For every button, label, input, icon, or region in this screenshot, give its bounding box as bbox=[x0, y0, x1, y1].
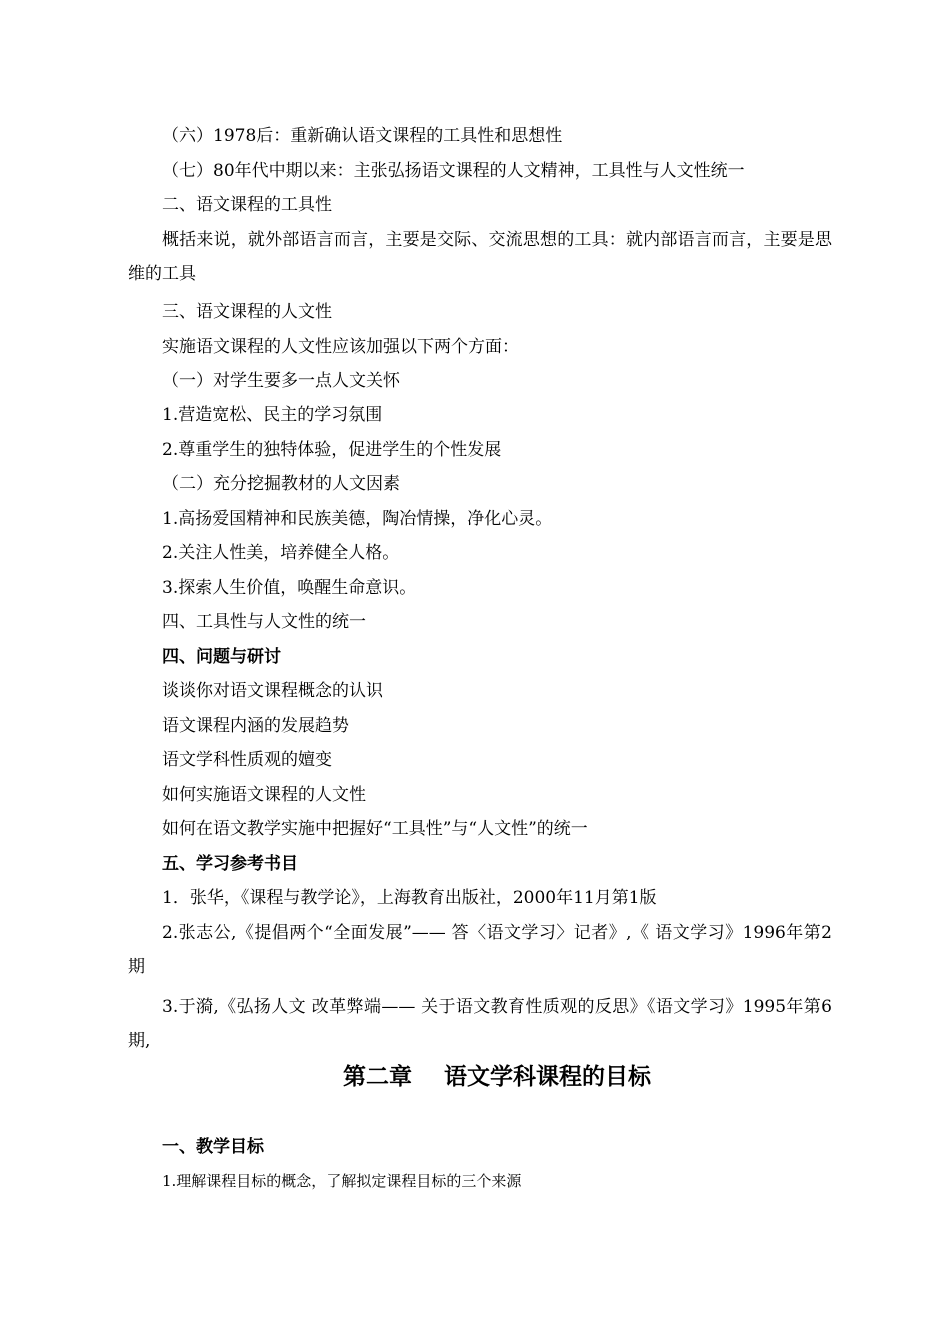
list-item: 1.高扬爱国精神和民族美德，陶冶情操，净化心灵。 bbox=[162, 509, 553, 529]
reference-item: 1．张华，《课程与教学论》，上海教育出版社，2000年11月第1版 bbox=[162, 888, 657, 908]
reference-item: 2.张志公,《提倡两个“全面发展”—— 答〈语文学习〉记者》,《 语文学习》1996年第2期 bbox=[128, 923, 832, 977]
section-heading: 四、工具性与人文性的统一 bbox=[162, 612, 366, 632]
text-line: （一）对学生要多一点人文关怀 bbox=[162, 371, 400, 391]
text-line: 如何在语文教学实施中把握好“工具性”与“人文性”的统一 bbox=[162, 819, 588, 839]
text-line: 实施语文课程的人文性应该加强以下两个方面： bbox=[162, 337, 519, 357]
section-heading: 三、语文课程的人文性 bbox=[162, 302, 332, 322]
bold-heading: 五、学习参考书目 bbox=[162, 854, 298, 874]
text-line: （六）1978后：重新确认语文课程的工具性和思想性 bbox=[162, 126, 563, 146]
text-line: 谈谈你对语文课程概念的认识 bbox=[162, 681, 383, 701]
list-item: 3.探索人生价值，唤醒生命意识。 bbox=[162, 578, 417, 598]
reference-item: 3.于漪,《弘扬人文 改革弊端—— 关于语文教育性质观的反思》《语文学习》1995年第6期, bbox=[128, 997, 832, 1051]
paragraph: 概括来说，就外部语言而言，主要是交际、交流思想的工具：就内部语言而言，主要是思维的工具 bbox=[128, 230, 832, 284]
chapter-title: 第二章 语文学科课程的目标 bbox=[342, 1063, 652, 1090]
text-line: （二）充分挖掘教材的人文因素 bbox=[162, 474, 400, 494]
section-heading: 二、语文课程的工具性 bbox=[162, 195, 332, 215]
bold-heading: 一、教学目标 bbox=[162, 1137, 264, 1157]
text-line: 语文学科性质观的嬗变 bbox=[162, 750, 332, 770]
list-item: 2.关注人性美，培养健全人格。 bbox=[162, 543, 400, 563]
text-line: （七）80年代中期以来：主张弘扬语文课程的人文精神，工具性与人文性统一 bbox=[162, 161, 745, 181]
list-item: 2.尊重学生的独特体验，促进学生的个性发展 bbox=[162, 440, 502, 460]
text-line: 1.理解课程目标的概念，了解拟定课程目标的三个来源 bbox=[162, 1172, 522, 1190]
text-line: 如何实施语文课程的人文性 bbox=[162, 785, 366, 805]
bold-heading: 四、问题与研讨 bbox=[162, 647, 281, 667]
text-line: 语文课程内涵的发展趋势 bbox=[162, 716, 349, 736]
list-item: 1.营造宽松、民主的学习氛围 bbox=[162, 405, 383, 425]
